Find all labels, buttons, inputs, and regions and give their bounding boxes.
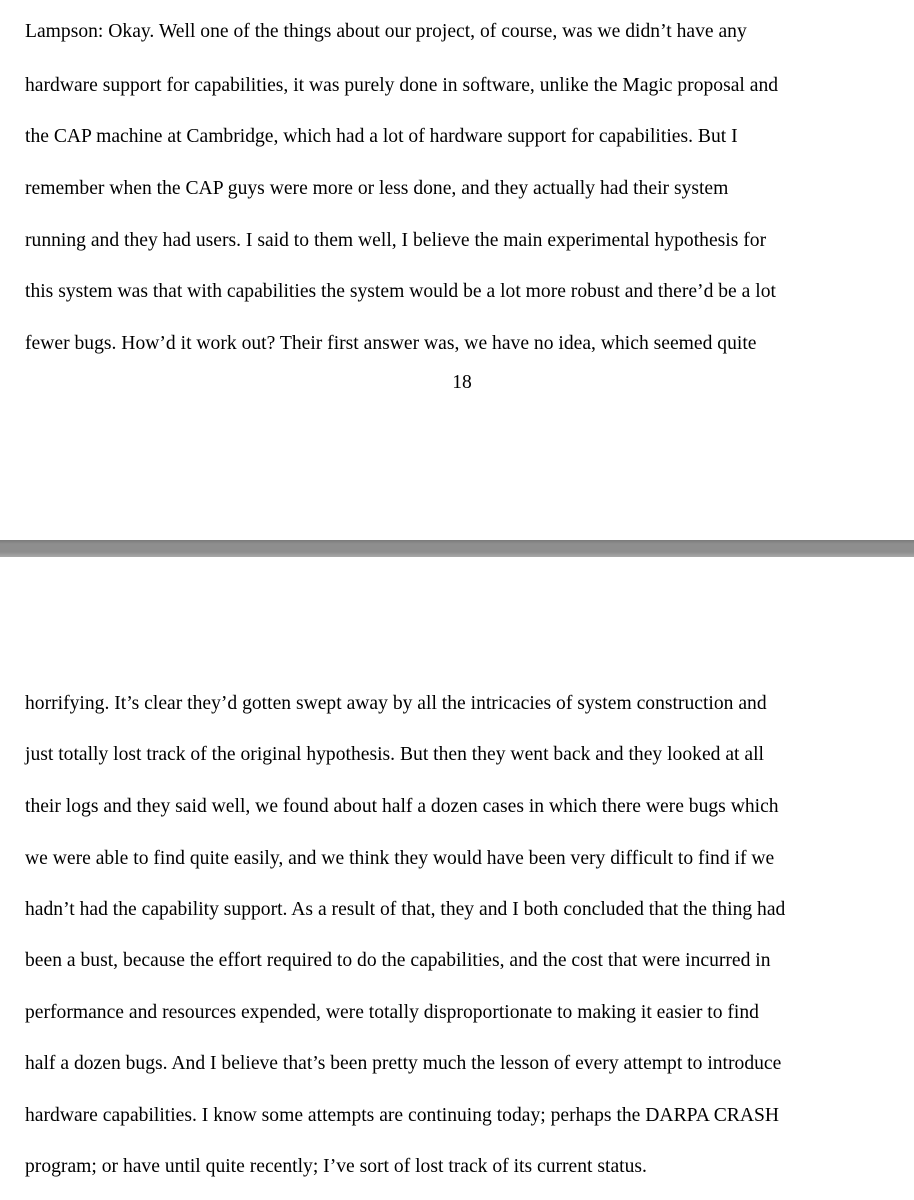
text-line: this system was that with capabilities the system would be a lot more robust and there’d be a lot (25, 281, 776, 302)
text-line: fewer bugs. How’d it work out? Their first answer was, we have no idea, which seemed quite (25, 333, 757, 354)
text-line: we were able to find quite easily, and we think they would have been very difficult to find if we (25, 848, 775, 869)
text-line: Lampson: Okay. Well one of the things about our project, of course, was we didn’t have any (25, 21, 747, 42)
text-line: horrifying. It’s clear they’d gotten swept away by all the intricacies of system construction and (25, 693, 767, 714)
text-line: their logs and they said well, we found about half a dozen cases in which there were bugs which (25, 796, 779, 817)
text-line: performance and resources expended, were totally disproportionate to making it easier to find (25, 1002, 759, 1023)
document-page-bottom (0, 557, 914, 1200)
text-line: half a dozen bugs. And I believe that’s been pretty much the lesson of every attempt to introduce (25, 1053, 782, 1074)
page-number: 18 (452, 372, 472, 393)
text-line: hardware capabilities. I know some attempts are continuing today; perhaps the DARPA CRASH (25, 1105, 780, 1126)
text-line: hadn’t had the capability support. As a result of that, they and I both concluded that the thing had (25, 899, 786, 920)
text-line: remember when the CAP guys were more or less done, and they actually had their system (25, 178, 729, 199)
document-page-top (0, 0, 914, 540)
text-line: the CAP machine at Cambridge, which had a lot of hardware support for capabilities. But I (25, 126, 738, 147)
text-line: running and they had users. I said to them well, I believe the main experimental hypothesis for (25, 230, 767, 251)
text-line: just totally lost track of the original hypothesis. But then they went back and they looked at all (25, 744, 764, 765)
text-line: been a bust, because the effort required to do the capabilities, and the cost that were incurred in (25, 950, 771, 971)
page-separator (0, 540, 914, 557)
text-line: hardware support for capabilities, it was purely done in software, unlike the Magic proposal and (25, 75, 779, 96)
text-line: program; or have until quite recently; I’ve sort of lost track of its current status. (25, 1156, 647, 1177)
